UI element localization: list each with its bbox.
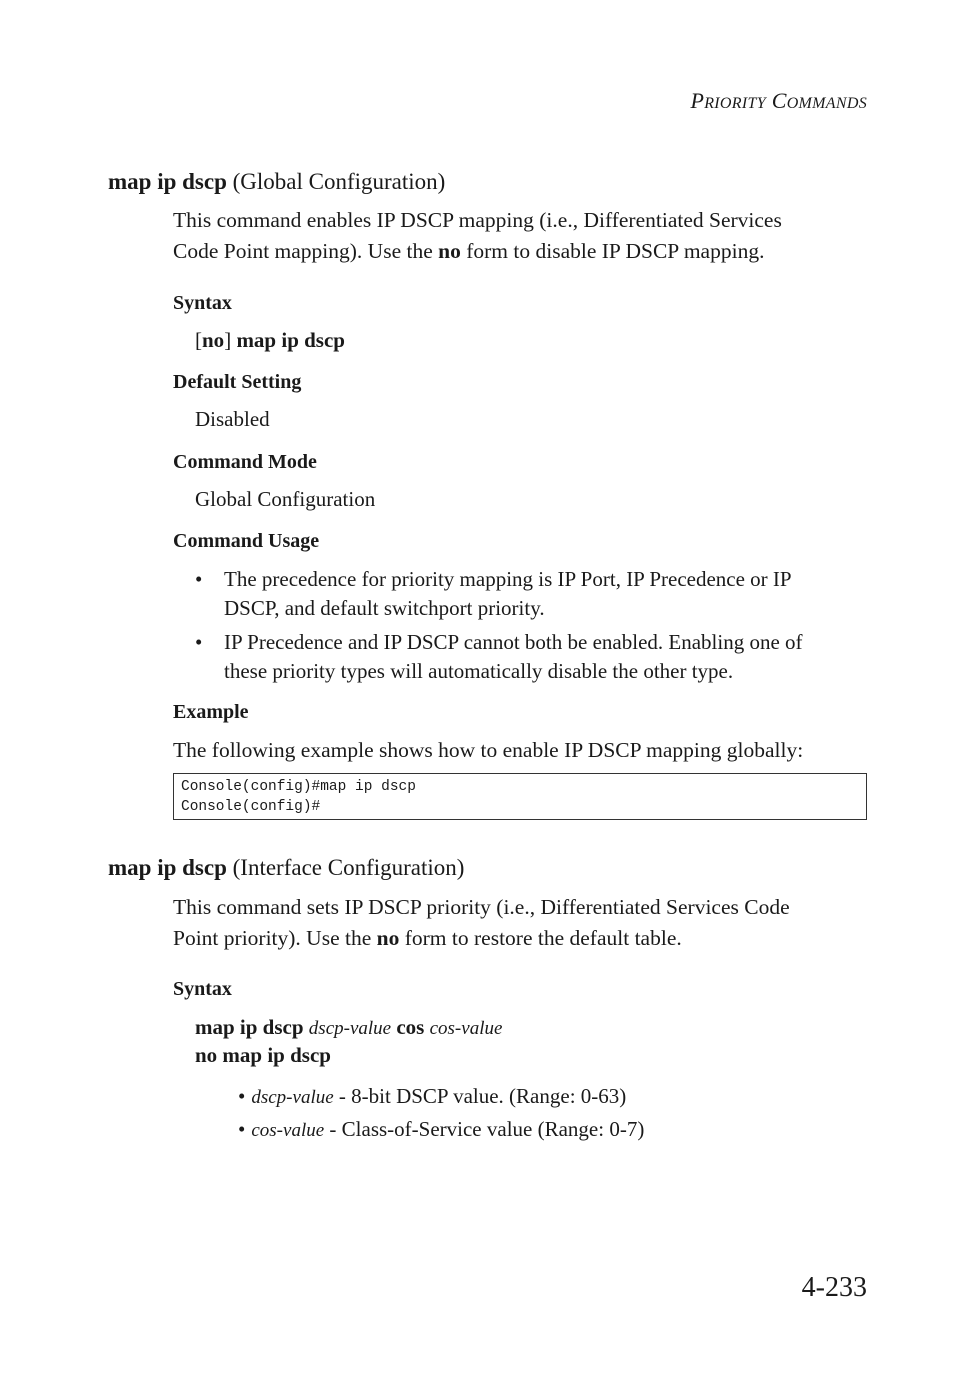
running-head: PRIORITY COMMANDS: [690, 88, 867, 113]
default-setting-heading: Default Setting: [173, 371, 302, 393]
example-heading: Example: [173, 701, 249, 723]
section-title-global: map ip dscp (Global Configuration): [108, 169, 446, 194]
page-number: 4-233: [801, 1272, 867, 1303]
command-mode-value: Global Configuration: [195, 487, 376, 511]
syntax-line: map ip dscp dscp-value cos cos-value: [195, 1015, 503, 1039]
syntax-heading: Syntax: [173, 292, 232, 314]
code-example: Console(config)#map ip dscp Console(config)#: [173, 773, 867, 820]
command-mode-heading: Command Mode: [173, 451, 317, 473]
syntax-line-no: no map ip dscp: [195, 1043, 331, 1067]
syntax-heading: Syntax: [173, 978, 232, 1000]
default-setting-value: Disabled: [195, 407, 270, 431]
bullet-icon: •: [238, 1117, 246, 1141]
bullet-icon: •: [195, 630, 203, 654]
section1-description: This command enables IP DSCP mapping (i.e., Differentiated Services Code Point mapping). Use the no form to disable IP DSCP mapping.: [173, 208, 782, 263]
section-title-interface: map ip dscp (Interface Configuration): [108, 855, 465, 880]
parameter-item: • dscp-value - 8-bit DSCP value. (Range: 0-63): [238, 1084, 627, 1108]
bullet-icon: •: [238, 1084, 246, 1108]
syntax-line: [no] map ip dscp: [195, 328, 345, 352]
section2-description: This command sets IP DSCP priority (i.e., Differentiated Services Code Point priority). Use the no form to restore the default table.: [173, 895, 790, 950]
parameter-item: • cos-value - Class-of-Service value (Range: 0-7): [238, 1117, 645, 1141]
command-usage-heading: Command Usage: [173, 530, 320, 552]
example-text: The following example shows how to enable IP DSCP mapping globally:: [173, 738, 804, 762]
bullet-icon: •: [195, 567, 203, 591]
